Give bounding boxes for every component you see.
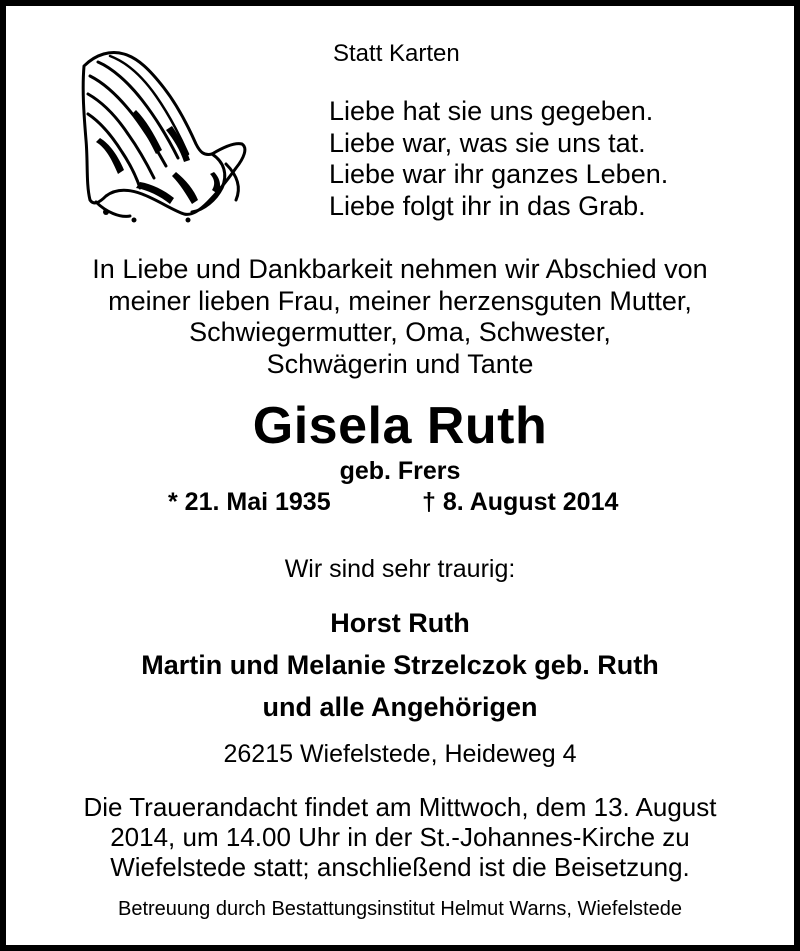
poem-line: Liebe war, was sie uns tat. — [329, 127, 646, 158]
deceased-name: Gisela Ruth — [252, 397, 548, 455]
mourners-list — [6, 602, 794, 728]
service-line: Die Trauerandacht findet am Mittwoch, dem 13. August — [83, 792, 717, 822]
poem — [329, 96, 668, 222]
undertaker-credit: Betreuung durch Bestattungsinstitut Helmut Warns, Wiefelstede — [118, 898, 682, 920]
poem-line: Liebe war ihr ganzes Leben. — [329, 159, 669, 189]
heading-statt-karten: Statt Karten — [333, 40, 460, 67]
mourner-name: Martin und Melanie Strzelczok geb. Ruth — [141, 650, 659, 680]
praying-hands-icon — [76, 44, 256, 229]
service-line: 2014, um 14.00 Uhr in der St.-Johannes-Kirche zu — [110, 822, 690, 852]
farewell-line: In Liebe und Dankbarkeit nehmen wir Abschied von — [92, 254, 708, 284]
service-details — [6, 792, 794, 882]
service-line: Wiefelstede statt; anschließend ist die Beisetzung. — [110, 852, 690, 882]
family-address: 26215 Wiefelstede, Heideweg 4 — [223, 740, 577, 768]
farewell-text — [6, 254, 794, 380]
maiden-name: geb. Frers — [339, 457, 461, 485]
birth-date: * 21. Mai 1935 — [168, 488, 331, 516]
mourners-intro: Wir sind sehr traurig: — [284, 555, 516, 583]
death-date: † 8. August 2014 — [422, 488, 619, 516]
poem-line: Liebe folgt ihr in das Grab. — [329, 190, 646, 221]
farewell-line: meiner lieben Frau, meiner herzensguten Mutter, — [108, 285, 692, 316]
farewell-line: Schwägerin und Tante — [266, 348, 534, 379]
mourner-name: Horst Ruth — [330, 608, 470, 638]
farewell-line: Schwiegermutter, Oma, Schwester, — [189, 317, 611, 347]
mourner-name: und alle Angehörigen — [262, 692, 538, 722]
poem-line: Liebe hat sie uns gegeben. — [329, 96, 654, 126]
